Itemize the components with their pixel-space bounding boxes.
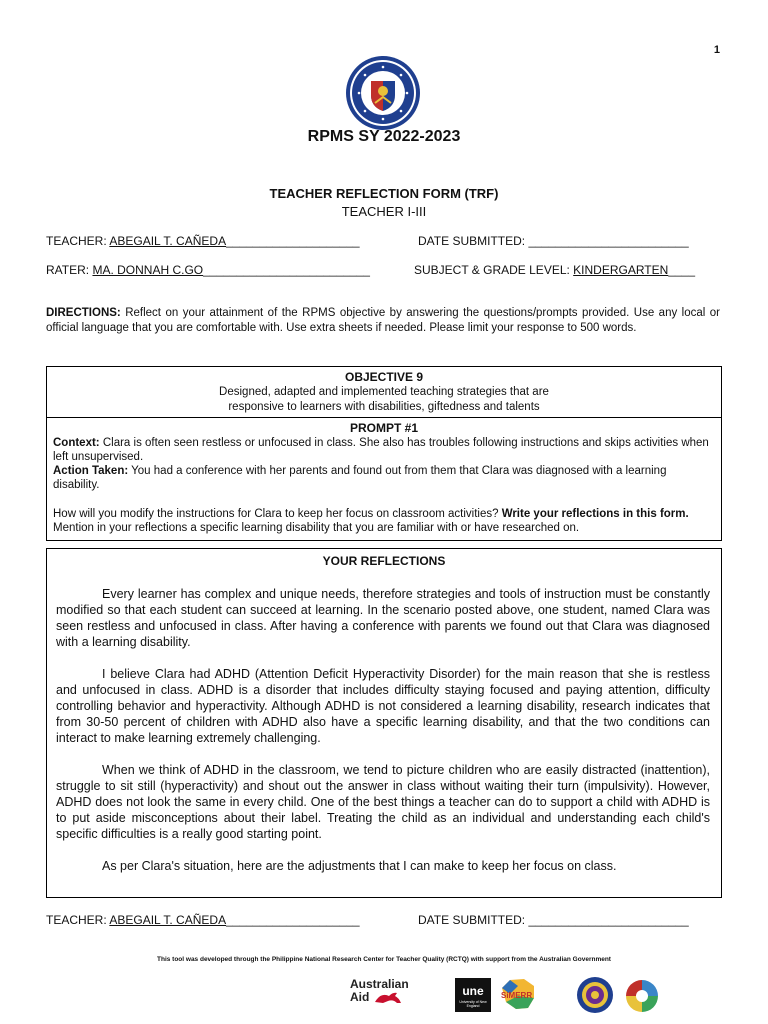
- context-label: Context:: [53, 437, 100, 449]
- date-blank: ________________________: [528, 234, 689, 248]
- objective-section: [46, 370, 722, 418]
- form-subtitle: TEACHER I-III: [341, 204, 427, 219]
- rater-label: RATER:: [46, 263, 93, 277]
- date-label: DATE SUBMITTED:: [418, 234, 529, 248]
- reflection-paragraph-3: When we think of ADHD in the classroom, we tend to picture children who are easily distracted (inattention), struggle to sit still (hyperactivity) and shout out the answer in class without waiting their turn (impulsivity). However, ADHD does not look the same in every child. One of the best things a teacher can do to support a child with ADHD is to put aside misconceptions about their label. Treating the child as an individual and understanding each child's specific difficulties is a really good starting point.: [56, 763, 710, 841]
- teacher-field: [46, 234, 360, 248]
- question-bold: Write your reflections in this form.: [501, 508, 689, 520]
- objective-title: OBJECTIVE 9: [344, 370, 424, 384]
- simerr-logo: [498, 976, 538, 1012]
- bottom-teacher-field: [46, 913, 360, 927]
- subject-label: SUBJECT & GRADE LEVEL:: [414, 263, 574, 277]
- teacher-label: TEACHER:: [46, 234, 110, 248]
- aus-logo-line-2: Aid: [350, 990, 370, 1004]
- rater-name: MA. DONNAH C.GO: [92, 263, 204, 277]
- bottom-teacher-name: ABEGAIL T. CAÑEDA: [109, 913, 227, 927]
- bottom-date-label: DATE SUBMITTED:: [418, 913, 529, 927]
- action-label: Action Taken:: [53, 465, 129, 477]
- subject-blank: ____: [668, 263, 696, 277]
- une-logo: [455, 978, 491, 1012]
- question-post: Mention in your reflections a specific learning disability that you are familiar with or have researched on.: [53, 521, 580, 534]
- subject-value: KINDERGARTEN: [573, 263, 669, 277]
- prompt-title-wrap: [46, 421, 722, 435]
- partner-swirl-logo: [622, 976, 662, 1016]
- kangaroo-icon: [373, 990, 403, 1004]
- prompt-action-taken: [53, 465, 713, 492]
- objective-line-2: responsive to learners with disabilities, giftedness and talents: [228, 401, 540, 413]
- australian-aid-logo: [350, 978, 409, 1004]
- aus-logo-line-1: Australian: [350, 977, 409, 991]
- reflection-paragraph-1: Every learner has complex and unique needs, therefore strategies and tools of instruction must be constantly modified so that each student can succeed at learning. In the scenario posted above, one student, named Clara was seen restless and unfocused in class. After having a conference with parents we found out that Clara was diagnosed with a learning disability.: [56, 587, 710, 649]
- form-title: TEACHER REFLECTION FORM (TRF): [269, 186, 499, 201]
- page-number: 1: [713, 44, 720, 56]
- reflection-paragraph-4: As per Clara's situation, here are the adjustments that I can make to keep her focus on class.: [102, 859, 617, 873]
- prompt-title: PROMPT #1: [349, 421, 418, 435]
- context-text: Clara is often seen restless or unfocused in class. She also has troubles following instructions and skips activities when left unsupervised.: [53, 437, 709, 463]
- bottom-date-field: [418, 913, 689, 927]
- rctq-seal-logo: [576, 976, 614, 1014]
- bottom-date-blank: ________________________: [528, 913, 689, 927]
- deped-seal-logo: [345, 55, 421, 131]
- prompt-context: [53, 437, 713, 464]
- directions-paragraph: [46, 306, 720, 335]
- bottom-teacher-blank: ____________________: [226, 913, 360, 927]
- footer-note: This tool was developed through the Philippine National Research Center for Teacher Quality (RCTQ) with support from the Australian Government: [157, 956, 611, 963]
- une-logo-text: une: [462, 984, 484, 998]
- prompt-question: [53, 508, 713, 535]
- teacher-blank: ____________________: [226, 234, 360, 248]
- date-submitted-field: [418, 234, 689, 248]
- une-logo-subtext: University of New England: [459, 1000, 487, 1008]
- bottom-teacher-label: TEACHER:: [46, 913, 110, 927]
- rater-field: [46, 263, 370, 277]
- reflection-paragraph-2: I believe Clara had ADHD (Attention Deficit Hyperactivity Disorder) for the main reason that she is restless and unfocused in class. ADHD is a disorder that includes difficulty staying focused and paying attention, difficulty controlling behavior and hyperactivity. Although ADHD is not considered a learning disability, research indicates that from 30-50 percent of children with ADHD also have a specific learning disability, and that the two conditions can interact to make learning extremely challenging.: [56, 667, 710, 745]
- action-text: You had a conference with her parents and found out from them that Clara was diagnosed with a learning disability.: [53, 465, 667, 491]
- simerr-logo-text: SiMERR: [501, 991, 533, 1000]
- document-title: RPMS SY 2022-2023: [307, 128, 461, 145]
- rater-blank: _________________________: [203, 263, 370, 277]
- question-pre: How will you modify the instructions for Clara to keep her focus on classroom activities?: [53, 508, 502, 520]
- directions-label: DIRECTIONS:: [46, 307, 121, 319]
- directions-text: Reflect on your attainment of the RPMS objective by answering the questions/prompts provided. Use any local or official language that you are comfortable with. Use extra sheets if needed. Please limit your response to 500 words.: [46, 307, 720, 334]
- teacher-name: ABEGAIL T. CAÑEDA: [109, 234, 227, 248]
- subject-grade-field: [414, 263, 695, 277]
- reflections-title: YOUR REFLECTIONS: [322, 554, 446, 568]
- objective-line-1: Designed, adapted and implemented teaching strategies that are: [219, 386, 549, 398]
